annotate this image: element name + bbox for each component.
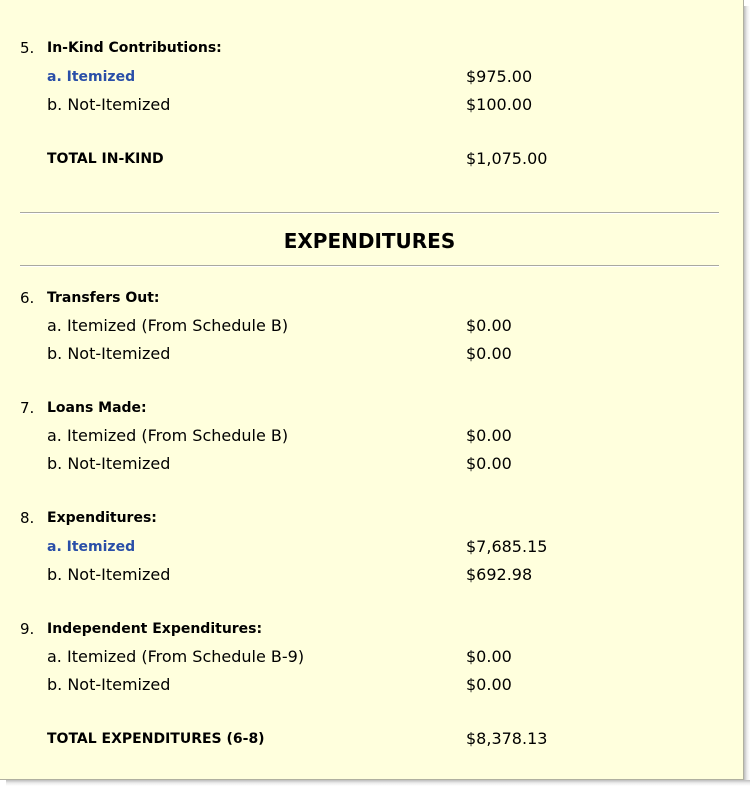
independent-expenditures-itemized-label: a. Itemized (From Schedule B-9) [47,647,305,666]
total-expenditures-label: TOTAL EXPENDITURES (6-8) [47,731,265,747]
transfers-out-not-itemized-label: b. Not-Itemized [47,344,171,363]
loans-made-itemized-value: $0.00 [466,426,512,445]
loans-made-not-itemized-label: b. Not-Itemized [47,454,171,473]
loans-made-itemized-label: a. Itemized (From Schedule B) [47,426,289,445]
section-number: 6. [20,289,35,307]
transfers-out-itemized-label: a. Itemized (From Schedule B) [47,316,289,335]
in-kind-itemized-row [0,65,740,89]
section-number: 7. [20,399,35,417]
total-expenditures-row [0,727,740,751]
total-in-kind-row [0,147,740,171]
transfers-out-not-itemized-value: $0.00 [466,344,512,363]
divider-bottom [20,265,719,267]
divider-top [20,212,719,214]
total-expenditures-value: $8,378.13 [466,729,548,748]
in-kind-itemized-value: $975.00 [466,67,533,86]
transfers-out-itemized-row [0,314,740,338]
expenditures-itemized-row [0,535,740,559]
loans-made-itemized-row [0,424,740,448]
total-in-kind-value: $1,075.00 [466,149,548,168]
expenditures-itemized-link[interactable]: a. Itemized [47,539,136,555]
in-kind-not-itemized-row [0,93,740,117]
independent-expenditures-not-itemized-value: $0.00 [466,675,512,694]
section-heading: Loans Made: [47,400,147,416]
section-number: 9. [20,620,35,638]
independent-expenditures-itemized-value: $0.00 [466,647,512,666]
expenditures-not-itemized-row [0,563,740,587]
expenditures-section-title: EXPENDITURES [283,229,456,253]
section-heading: Independent Expenditures: [47,621,263,637]
section-number: 5. [20,39,35,57]
independent-expenditures-heading-row [0,617,740,641]
transfers-out-itemized-value: $0.00 [466,316,512,335]
expenditures-itemized-value: $7,685.15 [466,537,548,556]
expenditures-heading-row [0,506,740,530]
in-kind-not-itemized-label: b. Not-Itemized [47,95,171,114]
loans-made-heading-row [0,396,740,420]
page-shadow-bottom [6,780,750,786]
in-kind-heading-row [0,36,740,60]
loans-made-not-itemized-value: $0.00 [466,454,512,473]
page-shadow-right [744,6,750,784]
loans-made-not-itemized-row [0,452,740,476]
transfers-out-not-itemized-row [0,342,740,366]
in-kind-itemized-link[interactable]: a. Itemized [47,69,136,85]
section-heading: Expenditures: [47,510,157,526]
section-heading: Transfers Out: [47,290,160,306]
section-number: 8. [20,509,35,527]
transfers-out-heading-row [0,286,740,310]
total-in-kind-label: TOTAL IN-KIND [47,151,164,167]
independent-expenditures-not-itemized-row [0,673,740,697]
section-heading: In-Kind Contributions: [47,40,222,56]
independent-expenditures-not-itemized-label: b. Not-Itemized [47,675,171,694]
independent-expenditures-itemized-row [0,645,740,669]
expenditures-not-itemized-label: b. Not-Itemized [47,565,171,584]
expenditures-not-itemized-value: $692.98 [466,565,533,584]
in-kind-not-itemized-value: $100.00 [466,95,533,114]
